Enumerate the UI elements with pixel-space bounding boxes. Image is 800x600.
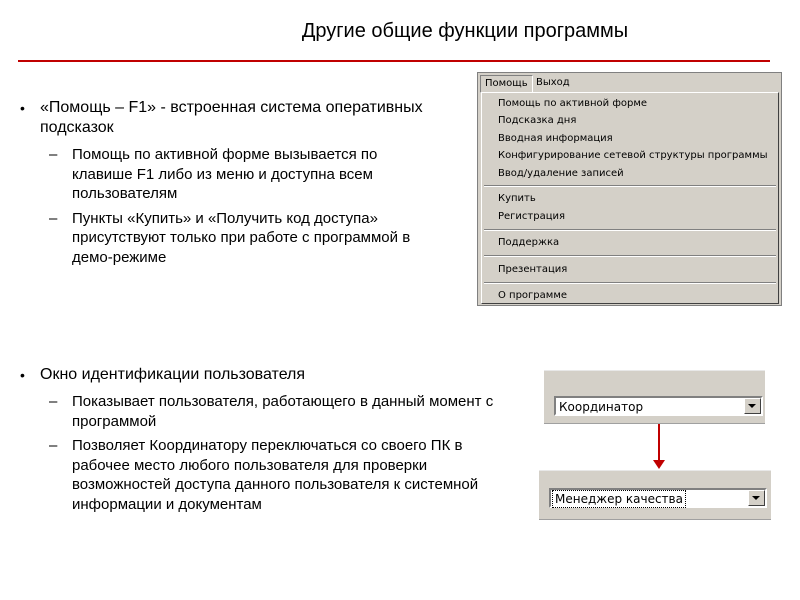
menu-item-tip-of-day[interactable]: Подсказка дня: [498, 115, 577, 126]
menu-help[interactable]: Помощь: [480, 75, 533, 93]
user-select-quality-manager[interactable]: [549, 488, 767, 508]
chevron-down-icon: [752, 496, 760, 500]
menu-item-intro-info[interactable]: Вводная информация: [498, 133, 613, 144]
sub-bullet-text: Помощь по активной форме вызывается по клавише F1 либо из меню и доступна всем пользователям: [72, 146, 378, 202]
menu-item-support[interactable]: Поддержка: [498, 237, 560, 248]
sub-bullet: [22, 209, 442, 268]
user-combo-panel-switched: [539, 470, 771, 520]
sub-bullet: [22, 436, 502, 514]
sub-bullet: [22, 392, 502, 431]
menu-item-registration[interactable]: Регистрация: [498, 211, 566, 222]
sub-bullet-text: Пункты «Купить» и «Получить код доступа» присутствуют только при работе с программой в демо-режиме: [72, 209, 411, 266]
help-section: [22, 98, 442, 272]
help-dropdown: [481, 92, 779, 304]
bullet-dot-icon: •: [20, 367, 25, 383]
bullet-help-text: «Помощь – F1» - встроенная система оперативных подсказок: [40, 99, 423, 136]
user-combo-panel: [544, 370, 765, 424]
page-title: Другие общие функции программы: [301, 20, 629, 42]
menu-item-active-form-help[interactable]: Помощь по активной форме: [498, 98, 648, 109]
title-divider: [18, 60, 770, 62]
menu-item-presentation[interactable]: Презентация: [498, 264, 568, 275]
transition-arrow-line: [658, 424, 660, 462]
dash-icon: –: [49, 393, 58, 410]
dropdown-button[interactable]: [748, 490, 765, 506]
menu-separator: [484, 185, 776, 187]
user-select-value: Координатор: [559, 400, 644, 414]
bullet-help: [22, 98, 442, 138]
menu-bar: [478, 73, 781, 92]
menu-item-buy[interactable]: Купить: [498, 193, 536, 204]
menu-item-records[interactable]: Ввод/удаление записей: [498, 168, 624, 179]
menu-item-about[interactable]: О программе: [498, 290, 568, 301]
user-select-value: Менеджер качества: [552, 490, 686, 508]
bullet-user-id-text: Окно идентификации пользователя: [40, 366, 306, 383]
sub-bullet-text: Показывает пользователя, работающего в данный момент с программой: [72, 393, 494, 430]
user-select-coordinator[interactable]: [554, 396, 763, 416]
dash-icon: –: [49, 146, 58, 163]
dash-icon: –: [49, 437, 58, 454]
menu-separator: [484, 282, 776, 284]
help-menu-window: [477, 72, 782, 306]
sub-bullet: [22, 145, 442, 204]
bullet-dot-icon: •: [20, 100, 25, 116]
chevron-down-icon: [748, 404, 756, 408]
dropdown-button[interactable]: [744, 398, 761, 414]
menu-exit[interactable]: Выход: [536, 77, 570, 88]
user-id-section: [22, 365, 502, 519]
bullet-user-id: [22, 365, 502, 385]
arrow-down-icon: [653, 460, 665, 469]
dash-icon: –: [49, 209, 58, 227]
menu-item-network-config[interactable]: Конфигурирование сетевой структуры программы: [498, 150, 768, 161]
menu-separator: [484, 229, 776, 231]
menu-separator: [484, 255, 776, 257]
sub-bullet-text: Позволяет Координатору переключаться со своего ПК в рабочее место любого пользователя для проверки возможностей доступа данного пользователя к системной информации и документам: [72, 437, 479, 513]
